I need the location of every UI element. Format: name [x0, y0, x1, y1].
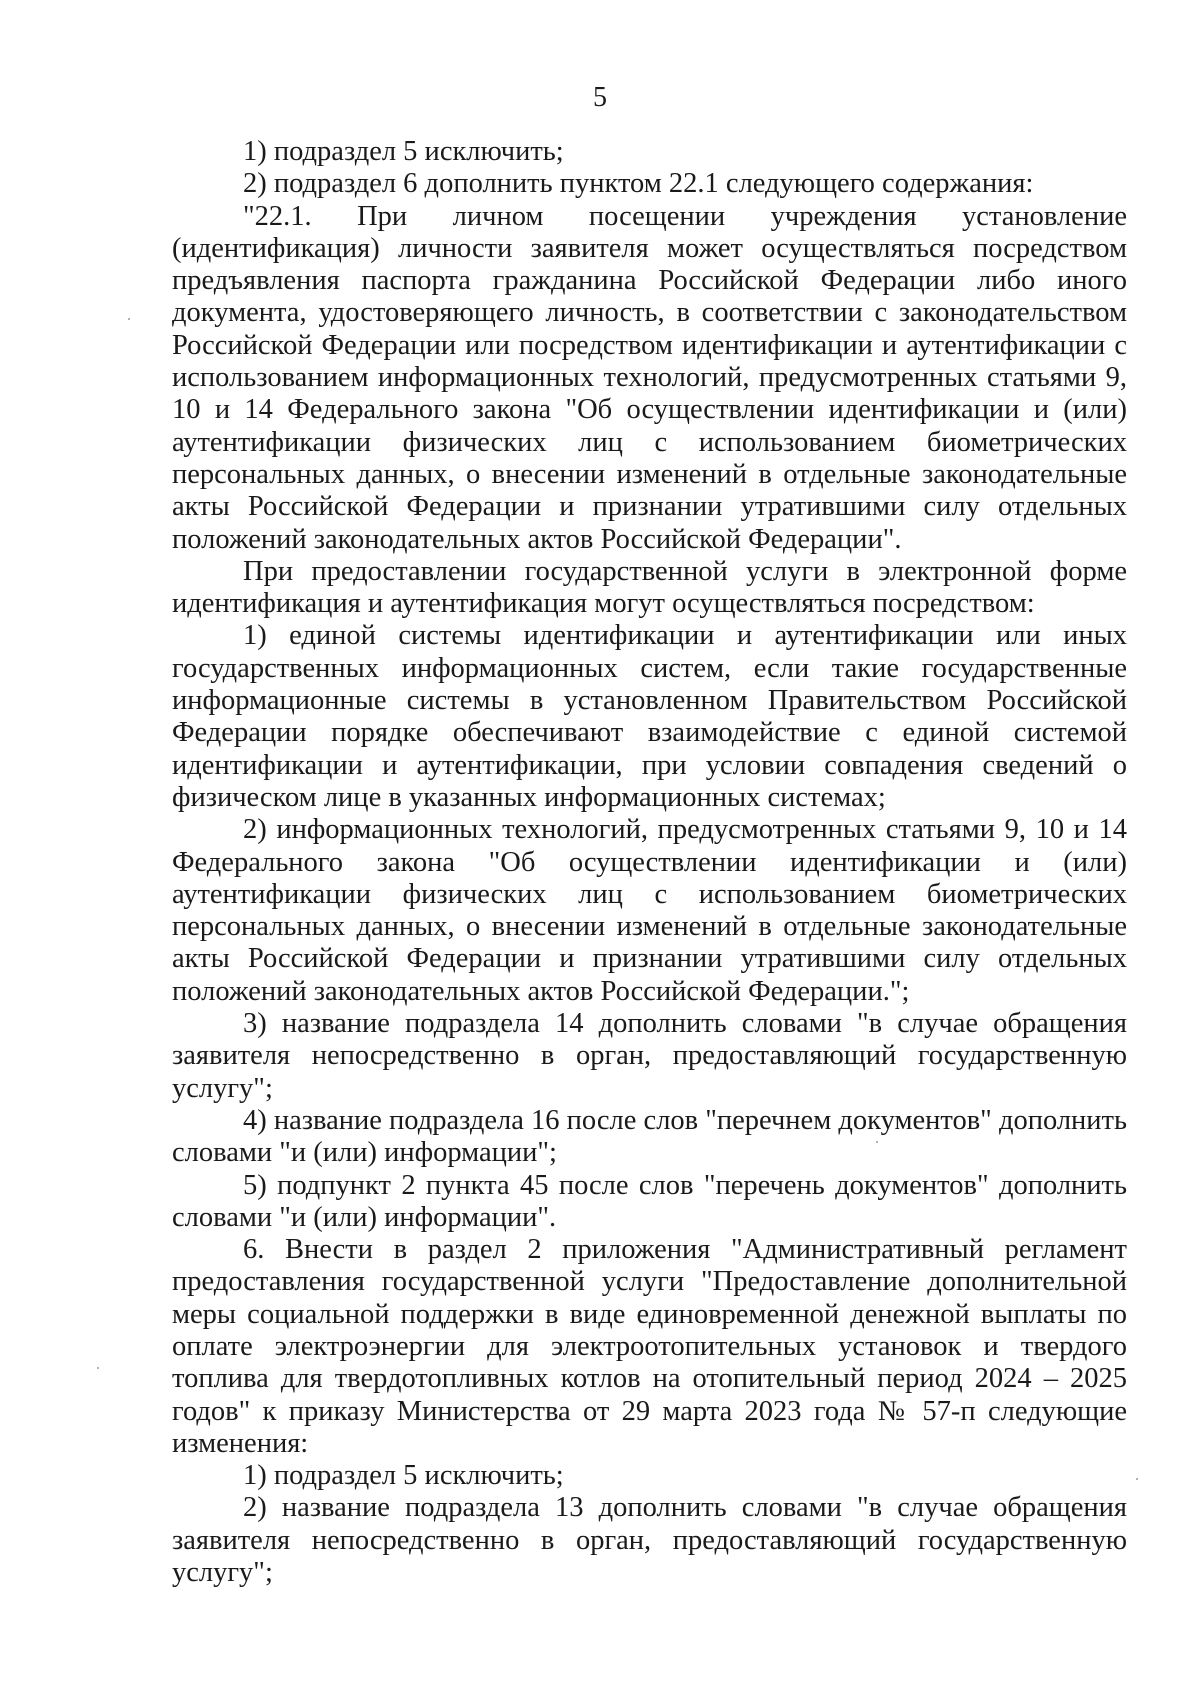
paragraph-identification-option-2: 2) информационных технологий, предусмотренных статьями 9, 10 и 14 Федерального закона "Об осуществлении идентификации и (или) аутентификации физических лиц с использованием биометрических персональных данных, о внесении изменений в отдельные законодательные акты Российской Федерации и признании утратившими силу отдельных положений законодательных актов Российской Федерации.";: [172, 814, 1127, 1007]
paragraph-item-1-exclude-subsection-5-second: 1) подраздел 5 исключить;: [243, 1460, 564, 1492]
document-body: [172, 136, 1127, 1589]
paragraph-item-4-subsection-16: 4) название подраздела 16 после слов "перечнем документов" дополнить словами "и (или) информации";: [172, 1104, 1127, 1169]
paragraph-identification-option-1: 1) единой системы идентификации и аутентификации или иных государственных информационных систем, если такие государственные информационные системы в установленном Правительством Российской Федерации порядке обеспечивают взаимодействие с единой системой идентификации и аутентификации, при условии совпадения сведений о физическом лице в указанных информационных системах;: [172, 620, 1127, 813]
paragraph-clause-22-1: "22.1. При личном посещении учреждения установление (идентификация) личности заявителя может осуществляться посредством предъявления паспорта гражданина Российской Федерации либо иного документа, удостоверяющего личность, в соответствии с законодательством Российской Федерации или посредством идентификации и аутентификации с использованием информационных технологий, предусмотренных статьями 9, 10 и 14 Федерального закона "Об осуществлении идентификации и (или) аутентификации физических лиц с использованием биометрических персональных данных, о внесении изменений в отдельные законодательные акты Российской Федерации и признании утратившими силу отдельных положений законодательных актов Российской Федерации".: [172, 200, 1127, 555]
paragraph-item-5-clause-45: 5) подпункт 2 пункта 45 после слов "перечень документов" дополнить словами "и (или) информации".: [172, 1169, 1127, 1233]
scan-speck: [128, 318, 130, 320]
paragraph-item-2-supplement-subsection-6: 2) подраздел 6 дополнить пунктом 22.1 следующего содержания:: [243, 168, 1034, 200]
page-number: 5: [593, 82, 607, 113]
paragraph-section-6-amendments: 6. Внести в раздел 2 приложения "Административный регламент предоставления государственной услуги "Предоставление дополнительной меры социальной поддержки в виде единовременной денежной выплаты по оплате электроэнергии для электроотопительных установок и твердого топлива для твердотопливных котлов на отопительный период 2024 – 2025 годов" к приказу Министерства от 29 марта 2023 года № 57-п следующие изменения:: [172, 1234, 1127, 1459]
paragraph-item-1-exclude-subsection-5: 1) подраздел 5 исключить;: [243, 136, 564, 167]
paragraph-electronic-identification: При предоставлении государственной услуги в электронной форме идентификация и аутентификация могут осуществляться посредством:: [172, 555, 1127, 620]
scan-speck: [1136, 1478, 1138, 1480]
scan-speck: [97, 1367, 99, 1369]
paragraph-item-3-subsection-14: 3) название подраздела 14 дополнить словами "в случае обращения заявителя непосредственно в орган, предоставляющий государственную услугу";: [172, 1008, 1127, 1104]
scan-speck: [876, 1141, 878, 1143]
paragraph-item-2-subsection-13: 2) название подраздела 13 дополнить словами "в случае обращения заявителя непосредственно в орган, предоставляющий государственную услугу";: [172, 1492, 1127, 1589]
